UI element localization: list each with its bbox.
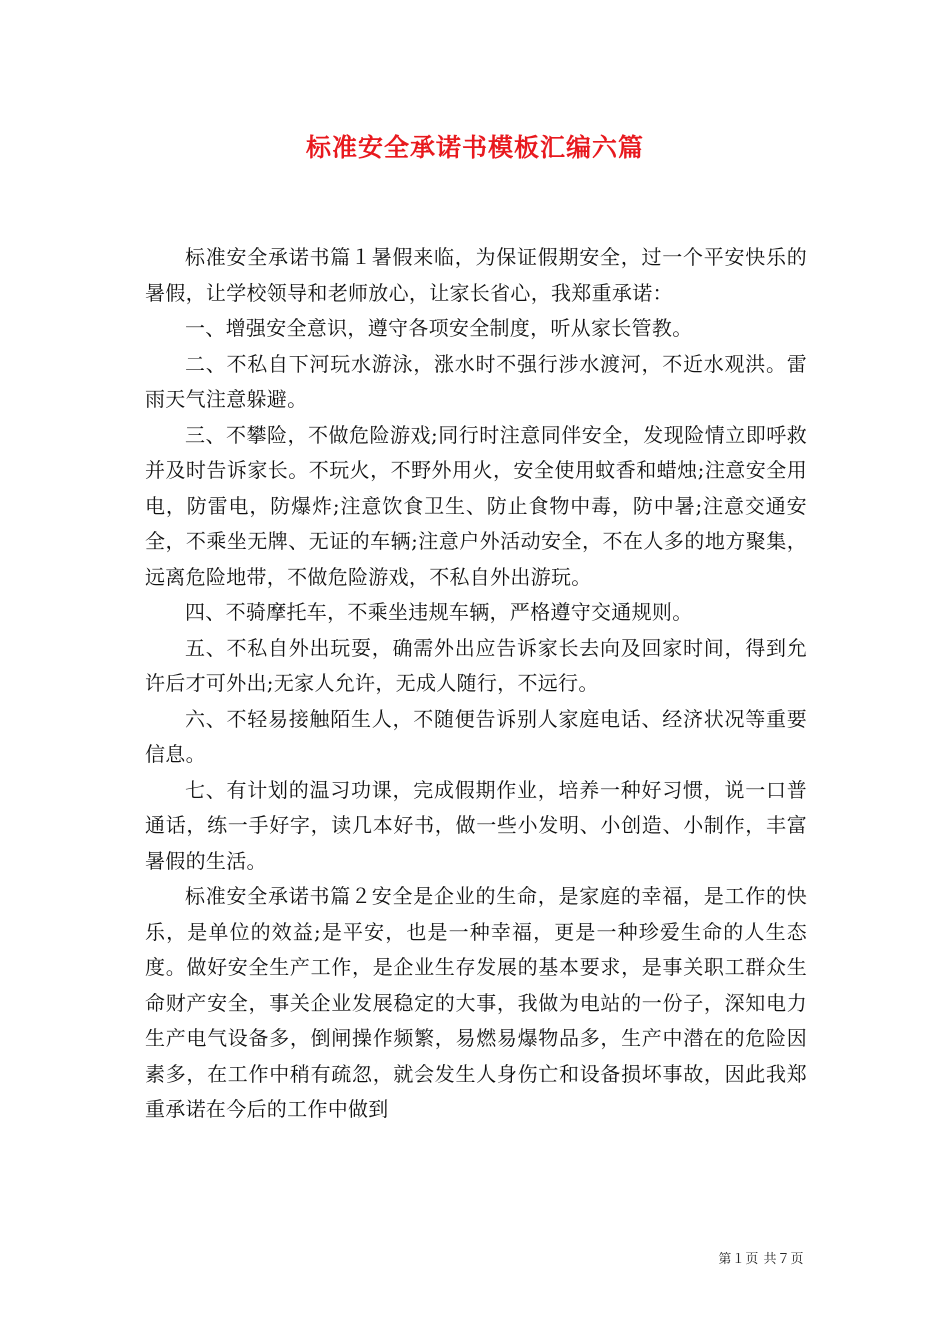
paragraph-item-4: 四、不骑摩托车，不乘坐违规车辆，严格遵守交通规则。 xyxy=(185,600,693,624)
paragraph-item-6: 六、不轻易接触陌生人，不随便告诉别人家庭电话、经济状况等重要信息。 xyxy=(145,706,807,766)
paragraph-item-7: 七、有计划的温习功课，完成假期作业，培养一种好习惯，说一口普通话，练一手好字，读几本好书，做一些小发明、小创造、小制作，丰富暑假的生活。 xyxy=(145,777,807,873)
paragraph-item-5: 五、不私自外出玩耍，确需外出应告诉家长去向及回家时间，得到允许后才可外出;无家人允许，无成人随行，不远行。 xyxy=(145,635,807,695)
document-body xyxy=(145,240,807,1128)
paragraph-item-2: 二、不私自下河玩水游泳，涨水时不强行涉水渡河，不近水观洪。雷雨天气注意躲避。 xyxy=(145,351,807,411)
paragraph-item-1: 一、增强安全意识，遵守各项安全制度，听从家长管教。 xyxy=(185,316,693,340)
paragraph-item-3: 三、不攀险，不做危险游戏;同行时注意同伴安全，发现险情立即呼救并及时告诉家长。不玩火，不野外用火，安全使用蚊香和蜡烛;注意安全用电，防雷电，防爆炸;注意饮食卫生、防止食物中毒，防中暑;注意交通安全，不乘坐无牌、无证的车辆;注意户外活动安全，不在人多的地方聚集，远离危险地带，不做危险游戏，不私自外出游玩。 xyxy=(145,422,807,589)
document-title: 标准安全承诺书模板汇编六篇 xyxy=(305,133,644,162)
paragraph-intro: 标准安全承诺书篇１暑假来临，为保证假期安全，过一个平安快乐的暑假，让学校领导和老师放心，让家长省心，我郑重承诺： xyxy=(145,245,807,305)
paragraph-section-2: 标准安全承诺书篇２安全是企业的生命，是家庭的幸福，是工作的快乐，是单位的效益;是平安，也是一种幸福，更是一种珍爱生命的人生态度。做好安全生产工作，是企业生存发展的基本要求，是事关职工群众生命财产安全，事关企业发展稳定的大事，我做为电站的一份子，深知电力生产电气设备多，倒闸操作频繁，易燃易爆物品多，生产中潜在的危险因素多，在工作中稍有疏忽，就会发生人身伤亡和设备损坏事故，因此我郑重承诺在今后的工作中做到 xyxy=(145,884,807,1121)
page-number: 第１页 共７页 xyxy=(718,1252,804,1267)
